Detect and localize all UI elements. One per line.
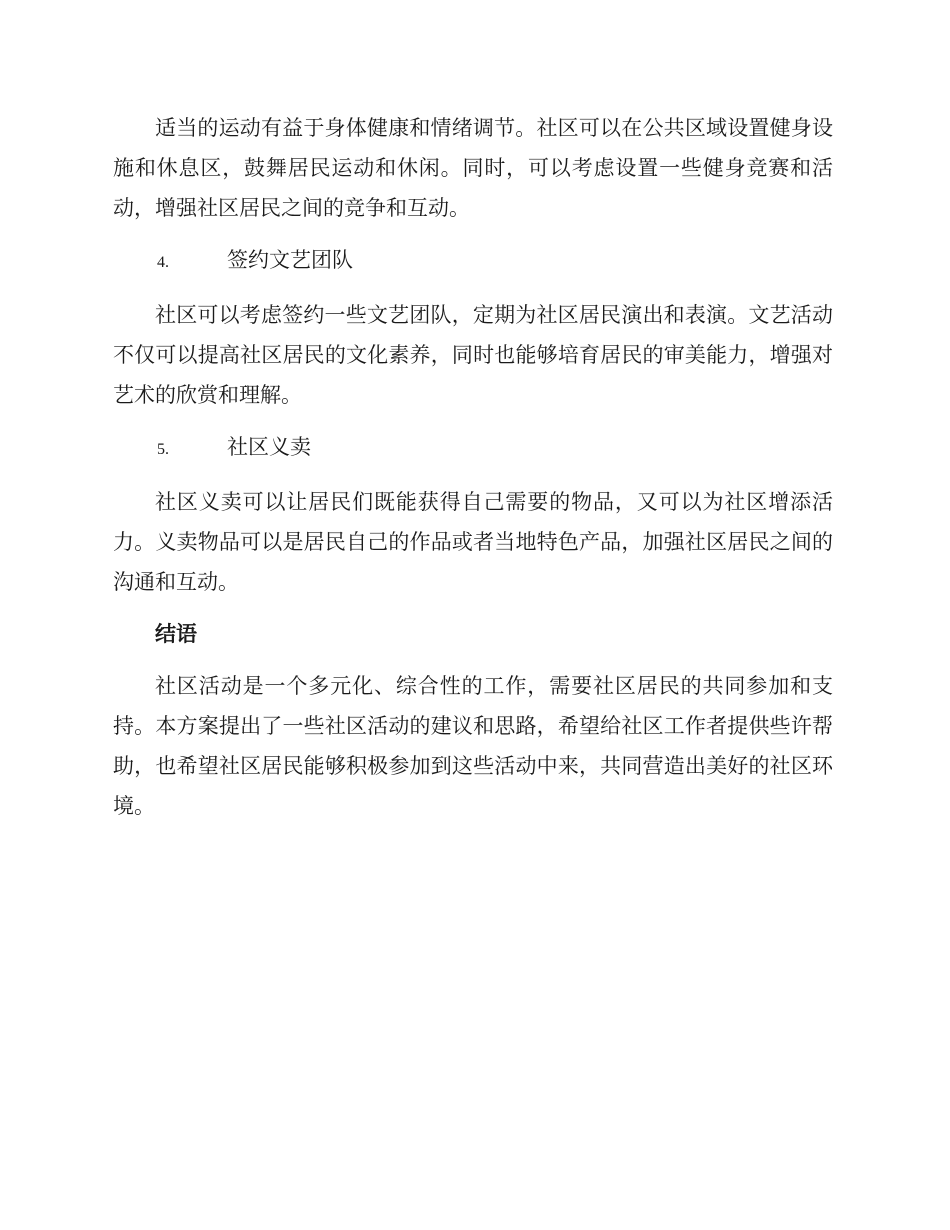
- conclusion-heading: 结语: [155, 622, 197, 646]
- paragraph-art-team: 社区可以考虑签约一些文艺团队，定期为社区居民演出和表演。文艺活动不仅可以提高社区居民的文化素养，同时也能够培育居民的审美能力，增强对艺术的欣赏和理解。: [113, 303, 833, 407]
- list-title: 签约文艺团队: [227, 248, 353, 272]
- list-title: 社区义卖: [227, 435, 311, 459]
- paragraph-charity-sale: 社区义卖可以让居民们既能获得自己需要的物品，又可以为社区增添活力。义卖物品可以是居民自己的作品或者当地特色产品，加强社区居民之间的沟通和互动。: [113, 490, 833, 594]
- paragraph-conclusion: 社区活动是一个多元化、综合性的工作，需要社区居民的共同参加和支持。本方案提出了一些社区活动的建议和思路，希望给社区工作者提供些许帮助，也希望社区居民能够积极参加到这些活动中来，共同营造出美好的社区环境。: [113, 674, 833, 818]
- list-number: 4.: [157, 254, 169, 271]
- paragraph-exercise: 适当的运动有益于身体健康和情绪调节。社区可以在公共区域设置健身设施和休息区，鼓舞居民运动和休闲。同时，可以考虑设置一些健身竞赛和活动，增强社区居民之间的竞争和互动。: [113, 116, 833, 220]
- document-page: [113, 108, 833, 838]
- list-number: 5.: [157, 441, 169, 458]
- list-item-5: [113, 427, 833, 470]
- list-item-4: [113, 240, 833, 283]
